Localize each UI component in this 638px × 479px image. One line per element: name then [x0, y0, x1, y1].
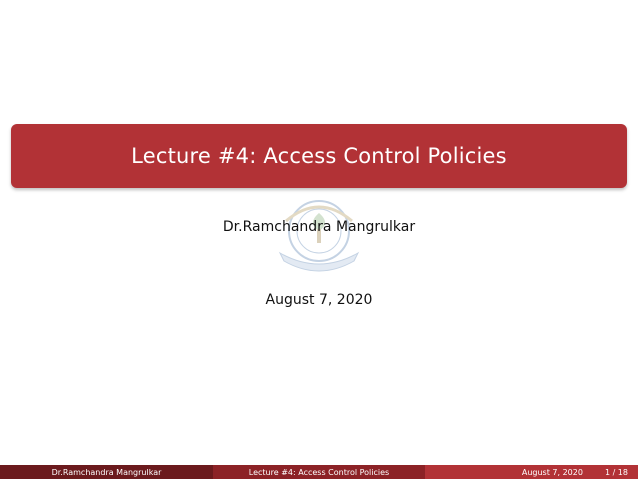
institute-seal-icon	[272, 191, 366, 279]
footer-title-text: Lecture #4: Access Control Policies	[248, 467, 390, 477]
slide-date: August 7, 2020	[265, 292, 373, 308]
footer-bar	[0, 465, 638, 479]
title-banner	[11, 124, 627, 188]
footer-author-text: Dr.Ramchandra Mangrulkar	[51, 467, 162, 477]
page-number: 1 / 18	[604, 467, 628, 477]
footer-title	[213, 465, 425, 479]
footer-date-page	[425, 465, 638, 479]
footer-date: August 7, 2020	[521, 467, 583, 477]
slide-author: Dr.Ramchandra Mangrulkar	[222, 219, 416, 235]
footer-author	[0, 465, 213, 479]
slide-title: Lecture #4: Access Control Policies	[131, 144, 507, 168]
